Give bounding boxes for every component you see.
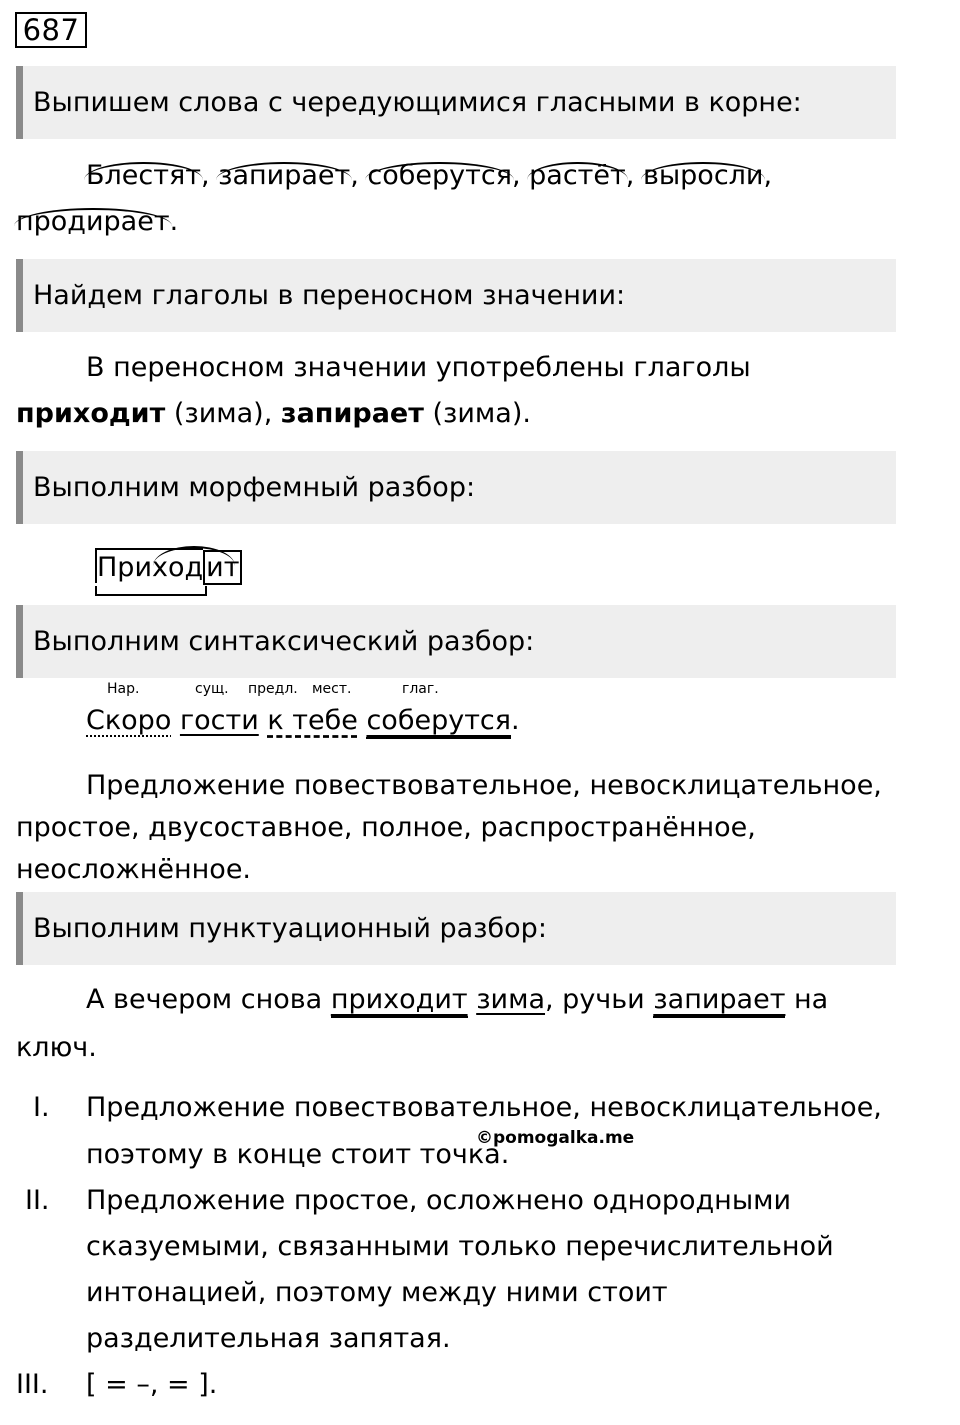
- item-2-line-2: сказуемыми, связанными только перечислительной: [86, 1231, 834, 1262]
- pos-label-noun: сущ.: [195, 681, 229, 697]
- pos-label-preposition: предл.: [248, 681, 298, 697]
- verb-zapiraet: запирает: [280, 398, 424, 429]
- sentence-adverbial: Скоро: [86, 705, 172, 736]
- alternating-words-line-1: Блестят, запирает, соберутся, растёт, выросли,: [86, 160, 773, 191]
- sentence-predicate: соберутся: [366, 705, 511, 739]
- word-prodiraet: продирает: [16, 206, 170, 237]
- verb-prikhodit: приходит: [16, 398, 166, 429]
- morph-stem: Приход: [95, 548, 203, 583]
- item-1-line-2: поэтому в конце стоит точка.: [86, 1139, 510, 1170]
- section-header-syntax: [16, 605, 896, 678]
- pos-label-adverb: Нар.: [107, 681, 140, 697]
- sentence-object: к тебе: [267, 705, 358, 736]
- predicate-2: запирает: [653, 984, 785, 1018]
- word-soberutsya: соберутся: [367, 160, 512, 191]
- section-header-text: Выполним синтаксический разбор:: [33, 626, 535, 657]
- section-header-alternating-vowels: [16, 66, 896, 139]
- figurative-line-2: приходит (зима), запирает (зима).: [16, 398, 531, 429]
- figurative-line-1: В переносном значении употреблены глаголы: [86, 352, 751, 383]
- word-rastyot: растёт: [529, 160, 626, 191]
- stem-mark: [95, 586, 207, 596]
- section-header-morphemic: [16, 451, 896, 524]
- sentence-subject: гости: [179, 705, 259, 736]
- item-3-line-1: [ = –, = ].: [86, 1369, 218, 1400]
- section-header-text: Найдем глаголы в переносном значении:: [33, 280, 626, 311]
- section-header-text: Выпишем слова с чередующимися гласными в корне:: [33, 87, 802, 118]
- punctuation-sentence-line-1: А вечером снова приходит зима, ручьи запирает на: [86, 984, 828, 1015]
- predicate-1: приходит: [331, 984, 468, 1018]
- section-header-punctuation: [16, 892, 896, 965]
- pos-label-verb: глаг.: [402, 681, 439, 697]
- section-header-text: Выполним морфемный разбор:: [33, 472, 476, 503]
- section-header-figurative: [16, 259, 896, 332]
- item-1-line-1: Предложение повествовательное, невосклицательное,: [86, 1092, 882, 1123]
- syntax-sentence: Скоро гости к тебе соберутся.: [86, 705, 520, 736]
- task-number: 687: [15, 12, 87, 48]
- morphemic-word: [95, 552, 242, 583]
- word-blestyat: Блестят: [86, 160, 201, 191]
- word-vyrosli: выросли: [642, 160, 764, 191]
- subject: зима: [476, 984, 546, 1015]
- roman-numeral-2: II.: [25, 1185, 50, 1216]
- item-2-line-1: Предложение простое, осложнено однородными: [86, 1185, 792, 1216]
- alternating-words-line-2: продирает.: [16, 206, 179, 237]
- syntax-desc-line-3: неосложнённое.: [16, 854, 252, 885]
- pos-label-pronoun: мест.: [312, 681, 352, 697]
- item-2-line-3: интонацией, поэтому между ними стоит: [86, 1277, 668, 1308]
- watermark: ©pomogalka.me: [476, 1128, 635, 1148]
- roman-numeral-3: III.: [16, 1369, 49, 1400]
- section-header-text: Выполним пунктуационный разбор:: [33, 913, 547, 944]
- word-zapiraet: запирает: [218, 160, 351, 191]
- morph-ending: ит: [203, 550, 242, 585]
- punctuation-sentence-line-2: ключ.: [16, 1032, 97, 1063]
- roman-numeral-1: I.: [33, 1092, 50, 1123]
- item-2-line-4: разделительная запятая.: [86, 1323, 451, 1354]
- syntax-desc-line-2: простое, двусоставное, полное, распространённое,: [16, 812, 756, 843]
- syntax-desc-line-1: Предложение повествовательное, невосклицательное,: [86, 770, 882, 801]
